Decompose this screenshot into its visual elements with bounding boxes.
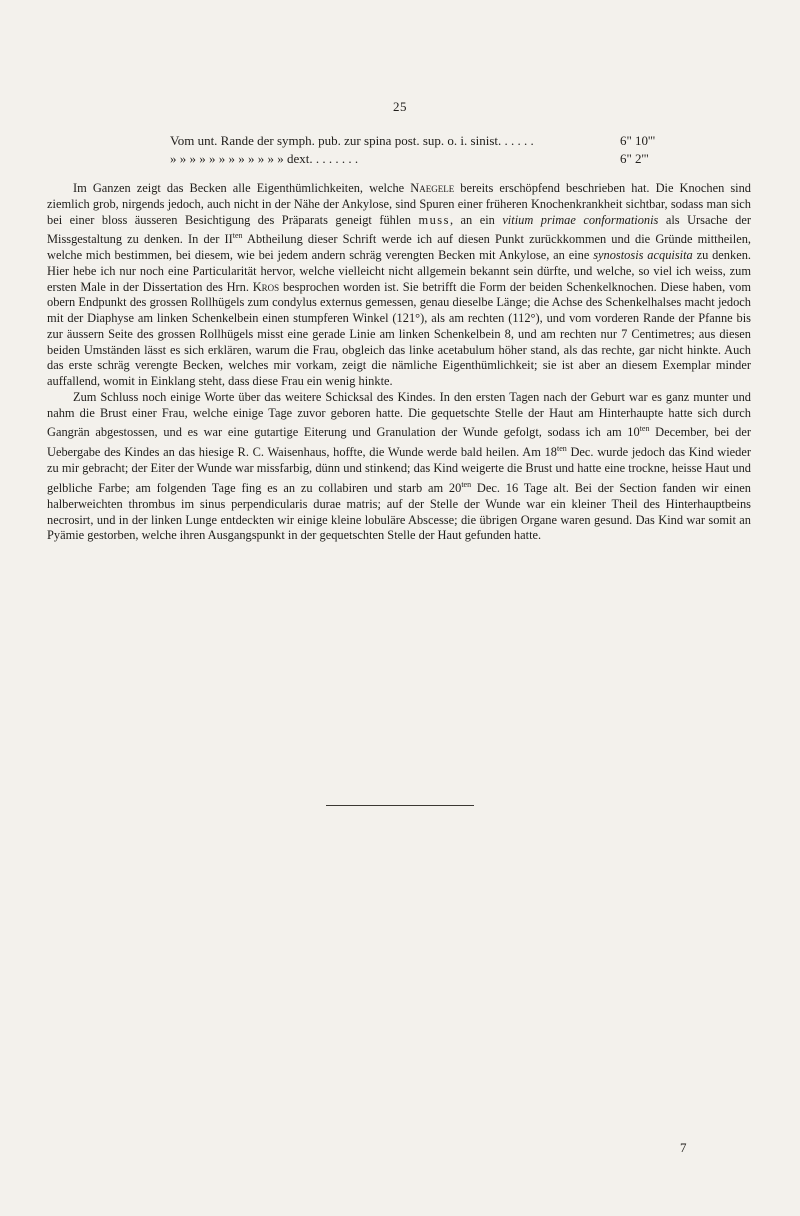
measurement-label: Vom unt. Rande der symph. pub. zur spina post. sup. o. i. sinist. . . . . . — [170, 133, 534, 148]
latin-term: vitium primae conformationis — [502, 212, 659, 227]
measurement-value: 6" 10''' — [620, 133, 656, 148]
measurement-row-sinist — [170, 133, 670, 149]
author-name: Kros — [252, 279, 280, 294]
measurement-value: 6" 2''' — [620, 151, 649, 166]
spaced-emphasis: muss — [418, 212, 450, 227]
latin-term: synostosis acquisita — [593, 248, 693, 263]
author-name: Naegele — [410, 181, 455, 195]
paragraph-pelvis: Im Ganzen zeigt das Becken alle Eigenthümlichkeiten, welche Naegele bereits erschöpfend beschrieben hat. Die Knochen sind ziemlich grob, nirgends jedoch, auch nicht in der Nähe der Ankylose, sind Spuren einer früheren Knochenkrankheit sichtbar, sodass man sich bei einer bloss äusseren Besichtigung des Präparats geneigt fühlen muss, an ein vitium primae conformationis als Ursache der Missgestaltung zu denken. In der $II^{ten}$ Abtheilung dieser Schrift werde ich auf diesen Punkt zurückkommen und die Gründe mittheilen, welche mich bestimmen, bei diesem, wie bei jedem andern schräg verengten Becken mit Ankylose, an eine synostosis acquisita zu denken. Hier hebe ich nur noch eine Particularität hervor, welche vielleicht nicht allgemein bekannt sein dürfte, und welche, so viel ich weiss, zum ersten Male in der Dissertation des Hrn. Kros besprochen worden ist. Sie betrifft die Form der beiden Schenkelknochen. Diese haben, vom obern Endpunkt des grossen Rollhügels zum condylus externus gemessen, genau dieselbe Länge; die Achse des Schenkelhalses macht jedoch mit der Diaphyse am linken Schenkelbein einen stumpferen Winkel (121°), als am rechten (112°), und vom vorderen Rande der Pfanne bis zur äussern Seite des grossen Rollhügels misst eine gerade Linie am linken Schenkelbein 8, und am rechten nur 7 Centimetres; aus diesen beiden Umständen lässt es sich erklären, warum die Frau, obgleich das linke acetabulum höher stand, als das rechte, gar nicht hinkte. Auch das erste schräg verengte Becken, welches mir vorkam, zeigt die nämliche Eigenthümlichkeit; sie ist aber an diesem Exemplar minder auffallend, womit in Einklang steht, dass diese Frau ein wenig hinkte. — [47, 181, 751, 389]
measurement-label: » » » » » » » » » » » » dext. . . . . . . . — [170, 151, 359, 166]
section-divider — [326, 805, 474, 806]
signature-mark: 7 — [680, 1140, 687, 1155]
body-text — [47, 181, 751, 544]
page-number: 25 — [393, 99, 407, 114]
paragraph-child-fate: Zum Schluss noch einige Worte über das weitere Schicksal des Kindes. In den ersten Tagen nach der Geburt war es ganz munter und nahm die Brust einer Frau, welche einige Tage zuvor geboren hatte. Die gequetschte Stelle der Haut am Hinterhaupte hatte sich durch Gangrän abgestossen, und es war eine gutartige Eiterung und Granulation der Wunde gefolgt, sodass ich am $10^{ten}$ December, bei der Uebergabe des Kindes an das hiesige R. C. Waisenhaus, hoffte, die Wunde werde bald heilen. Am $18^{ten}$ Dec. wurde jedoch das Kind wieder zu mir gebracht; der Eiter der Wunde war missfarbig, dünn und stinkend; das Kind weigerte die Brust und hatte eine trockne, heisse Haut und gelbliche Farbe; am folgenden Tage fing es an zu collabiren und starb am $20^{ten}$ Dec. 16 Tage alt. Bei der Section fanden wir einen halberweichten thrombus im sinus perpendicularis durae matris; auf der Stelle der Wunde war ein kleiner Theil des Hinterhauptbeins necrosirt, und in der linken Lunge entdeckten wir einige kleine lobuläre Abscesse; die übrigen Organe waren gesund. Das Kind war somit an Pyämie gestorben, welche ihren Ausgangspunkt in der gequetschten Stelle der Haut gefunden hatte. — [47, 389, 751, 543]
measurement-row-dext — [170, 151, 670, 167]
